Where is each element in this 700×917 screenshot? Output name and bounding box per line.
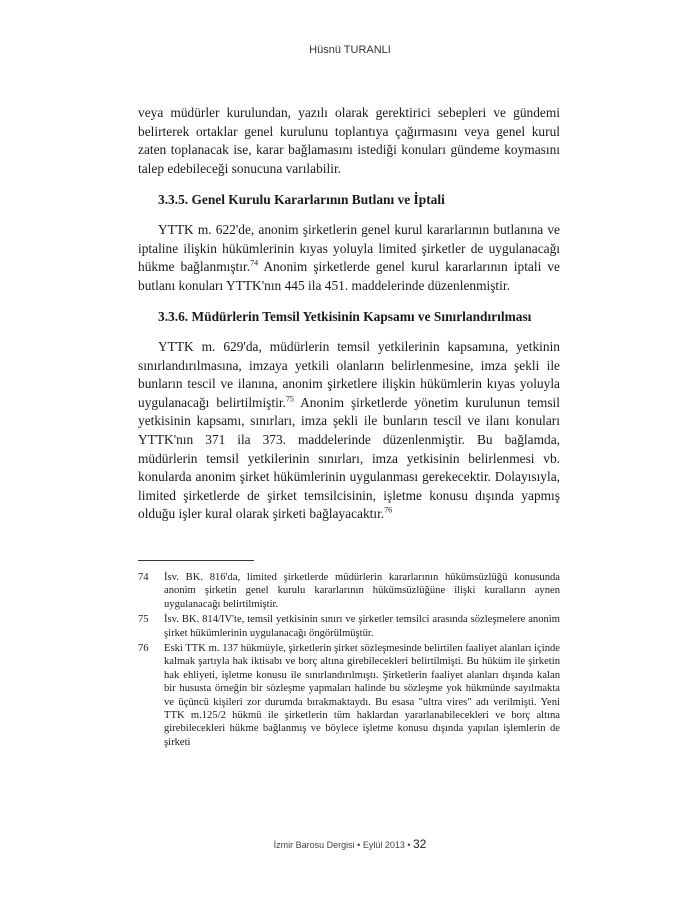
footnote-number: 74 — [138, 571, 149, 583]
footnote-ref-76[interactable]: 76 — [384, 505, 393, 515]
journal-name: İzmir Barosu Dergisi — [273, 840, 355, 850]
footnote-76 — [138, 642, 560, 749]
paragraph-text: Anonim şirketlerde yönetim kurulunun temsil yetkisinin kapsamı, sınırları, imza şekli ile bunların tescil ve ilanı konuları YTTK'nın 371 ila 373. maddelerinde düzenlenmiştir. Bu bağlamda, müdürlerin temsil yetkilerinin sınırları, imza yetkisinin belirlenmesi vb. konularda anonim şirket hükümlerinin uygulanması gerekecektir. Dolayısıyla, limited şirketlerde de şirket temsilcisinin, işletme konusu dışında yapmış olduğu işler kural olarak şirketi bağlayacaktır. — [138, 394, 560, 522]
footnote-ref-75[interactable]: 75 — [285, 394, 294, 404]
section-heading-3-3-5: 3.3.5. Genel Kurulu Kararlarının Butlanı ve İptali — [158, 192, 445, 208]
footnote-text: İsv. BK. 816'da, limited şirketlerde müdürlerin kararlarının hükümsüzlüğü konusunda anonim şirketin genel kurulu kararlarının hükümsüzlüğüne ilişki kuralların aynen uygulanacağı belirtilmiştir. — [164, 571, 560, 610]
footnote-text: İsv. BK. 814/IV'te, temsil yetkisinin sınırı ve şirketler temsilci arasında sözleşmelere anonim şirket hükümlerinin uygulanacağı öngörülmüştür. — [164, 614, 560, 639]
section-heading-3-3-6: 3.3.6. Müdürlerin Temsil Yetkisinin Kapsamı ve Sınırlandırılması — [158, 309, 532, 325]
footnote-74 — [138, 571, 560, 611]
paragraph-butlan — [138, 221, 560, 295]
footnote-divider — [138, 560, 254, 561]
footnote-number: 75 — [138, 614, 149, 626]
paragraph-text: YTTK m. 629'da, müdürlerin temsil yetkilerinin kapsamına, yetkinin sınırlandırılmasına, imzaya yetkili olanların belirlenmesine, imza şekli ile bunların tescil ve ilanına, anonim şirketlere ilişkin hükümlerin kıyas yoluyla uygulanacağı belirtilmiştir. — [138, 338, 560, 410]
page-number: 32 — [413, 837, 427, 851]
paragraph-continued: veya müdürler kurulundan, yazılı olarak gerektirici sebepleri ve gündemi belirterek ortaklar genel kurulunu toplantıya çağırmasını veya genel kurul zaten toplanacak ise, karar bağlamasını istediği konuları gündeme koymasını talep edebileceği sonucuna varılabilir. — [138, 105, 560, 176]
footnote-number: 76 — [138, 642, 149, 654]
footnote-text: Eski TTK m. 137 hükmüyle, şirketlerin şirket sözleşmesinde belirtilen faaliyet alanları içinde kalmak şartıyla hak iktisabı ve borç altına girebilecekleri belirtilmişti. Bu hüküm ile şirketin hak ehliyeti, işletme konusu ile sınırlandırılmıştı. Şirketlerin faaliyet alanları dışında kalan bir hususta örneğin bir sözleşme yapmaları halinde bu sözleşme yok hükmünde sayılmakta ve üçüncü kişileri zor durumda bırakmaktaydı. Bu esasa "ultra vires" adı verilmişti. Yeni TTK m.125/2 hükmü ile şirketlerin tüm haklardan yararlanabilecekleri ve borç altına girebilecekleri hükme bağlanmış ve böylece işletme konusu dışında yapılan işlemlerin de şirketi — [164, 642, 560, 748]
page-body — [138, 104, 560, 751]
running-head: Hüsnü TURANLI — [309, 44, 391, 56]
paragraph-temsil — [138, 338, 560, 524]
footnote-ref-74[interactable]: 74 — [250, 258, 259, 268]
paragraph-text: YTTK m. 622'de, anonim şirketlerin genel kurul kararlarının butlanına ve iptaline ilişkin hükümlerinin kıyas yoluyla limited şirketler de uygulanacağı hükme bağlanmıştır. — [138, 221, 560, 275]
issue-date: Eylül 2013 — [362, 840, 405, 850]
page-footer — [0, 837, 700, 851]
footer-separator: • — [404, 840, 413, 850]
paragraph-text: Anonim şirketlerde genel kurul kararlarının iptali ve butlanı konuları YTTK'nın 445 ila 451. maddelerinde düzenlenmiştir. — [138, 259, 561, 293]
footnote-75 — [138, 613, 560, 640]
footer-separator: • — [354, 840, 363, 850]
